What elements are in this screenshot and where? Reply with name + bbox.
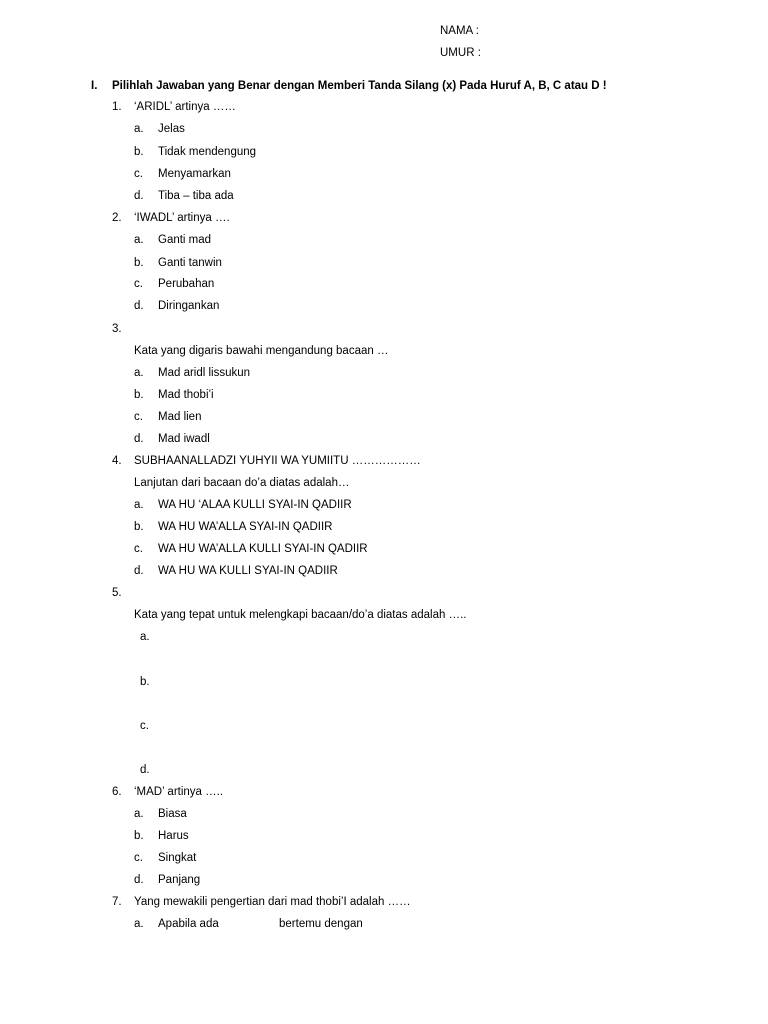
question-stem: SUBHAANALLADZI YUHYII WA YUMIITU ……………… <box>134 455 421 467</box>
option-letter: b. <box>134 146 144 158</box>
question-stem: ‘MAD’ artinya ….. <box>134 786 224 798</box>
option-text: WA HU WA KULLI SYAI-IN QADIIR <box>158 565 338 577</box>
option-letter: a. <box>134 808 144 820</box>
option-text: Menyamarkan <box>158 168 231 180</box>
question-stem: ‘ARIDL’ artinya …… <box>134 101 236 113</box>
option-text: Ganti mad <box>158 234 212 246</box>
option-text: Jelas <box>158 123 185 135</box>
option-text: Ganti tanwin <box>158 257 222 269</box>
option-letter: c. <box>134 278 143 290</box>
question-stem: ‘IWADL’ artinya …. <box>134 212 230 224</box>
option-letter: a. <box>134 918 144 930</box>
option-text: Singkat <box>158 852 197 864</box>
option-letter: d. <box>134 433 144 445</box>
option-letter: b. <box>134 830 144 842</box>
section-number: I. <box>91 80 98 92</box>
option-text: WA HU WA’ALLA SYAI-IN QADIIR <box>158 521 333 533</box>
option-letter: d. <box>134 300 144 312</box>
option-text: Mad aridl lissukun <box>158 367 251 379</box>
option-letter: d. <box>134 565 144 577</box>
question-stem-continuation: Lanjutan dari bacaan do’a diatas adalah… <box>134 477 350 489</box>
option-letter: a. <box>134 123 144 135</box>
option-text: Mad lien <box>158 411 202 423</box>
option-letter: c. <box>134 411 143 423</box>
option-text: Mad iwadl <box>158 433 210 445</box>
question-stem: Kata yang tepat untuk melengkapi bacaan/do’a diatas adalah ….. <box>134 609 467 621</box>
option-text: Perubahan <box>158 278 215 290</box>
question-number: 6. <box>112 786 122 798</box>
option-letter: a. <box>134 367 144 379</box>
option-text: Mad thobi’i <box>158 389 214 401</box>
option-text: Harus <box>158 830 189 842</box>
option-letter: d. <box>134 874 144 886</box>
section-instruction: Pilihlah Jawaban yang Benar dengan Memberi Tanda Silang (x) Pada Huruf A, B, C atau D ! <box>112 80 607 92</box>
option-letter: b. <box>134 257 144 269</box>
option-text: Tidak mendengung <box>158 146 257 158</box>
question-number: 1. <box>112 101 122 113</box>
option-letter: b. <box>140 676 150 688</box>
option-letter: d. <box>140 764 150 776</box>
question-number: 5. <box>112 587 122 599</box>
option-text: Panjang <box>158 874 201 886</box>
option-letter: c. <box>134 543 143 555</box>
nama-label: NAMA : <box>440 25 479 37</box>
question-number: 2. <box>112 212 122 224</box>
option-letter: a. <box>134 499 144 511</box>
option-letter: d. <box>134 190 144 202</box>
umur-label: UMUR : <box>440 47 481 59</box>
option-letter: c. <box>140 720 149 732</box>
question-stem: Yang mewakili pengertian dari mad thobi’I adalah …… <box>134 896 411 908</box>
option-text: Apabila ada <box>158 918 219 930</box>
question-number: 4. <box>112 455 122 467</box>
option-letter: a. <box>134 234 144 246</box>
option-text: Tiba – tiba ada <box>158 190 234 202</box>
option-text: Biasa <box>158 808 187 820</box>
question-stem: Kata yang digaris bawahi mengandung bacaan … <box>134 345 389 357</box>
question-number: 7. <box>112 896 122 908</box>
option-letter: a. <box>140 631 150 643</box>
option-letter: b. <box>134 521 144 533</box>
option-text: WA HU WA’ALLA KULLI SYAI-IN QADIIR <box>158 543 368 555</box>
option-letter: c. <box>134 852 143 864</box>
option-text: WA HU ‘ALAA KULLI SYAI-IN QADIIR <box>158 499 352 511</box>
option-text-continuation: bertemu dengan <box>279 918 363 930</box>
option-text: Diringankan <box>158 300 220 312</box>
question-number: 3. <box>112 323 122 335</box>
option-letter: b. <box>134 389 144 401</box>
option-letter: c. <box>134 168 143 180</box>
